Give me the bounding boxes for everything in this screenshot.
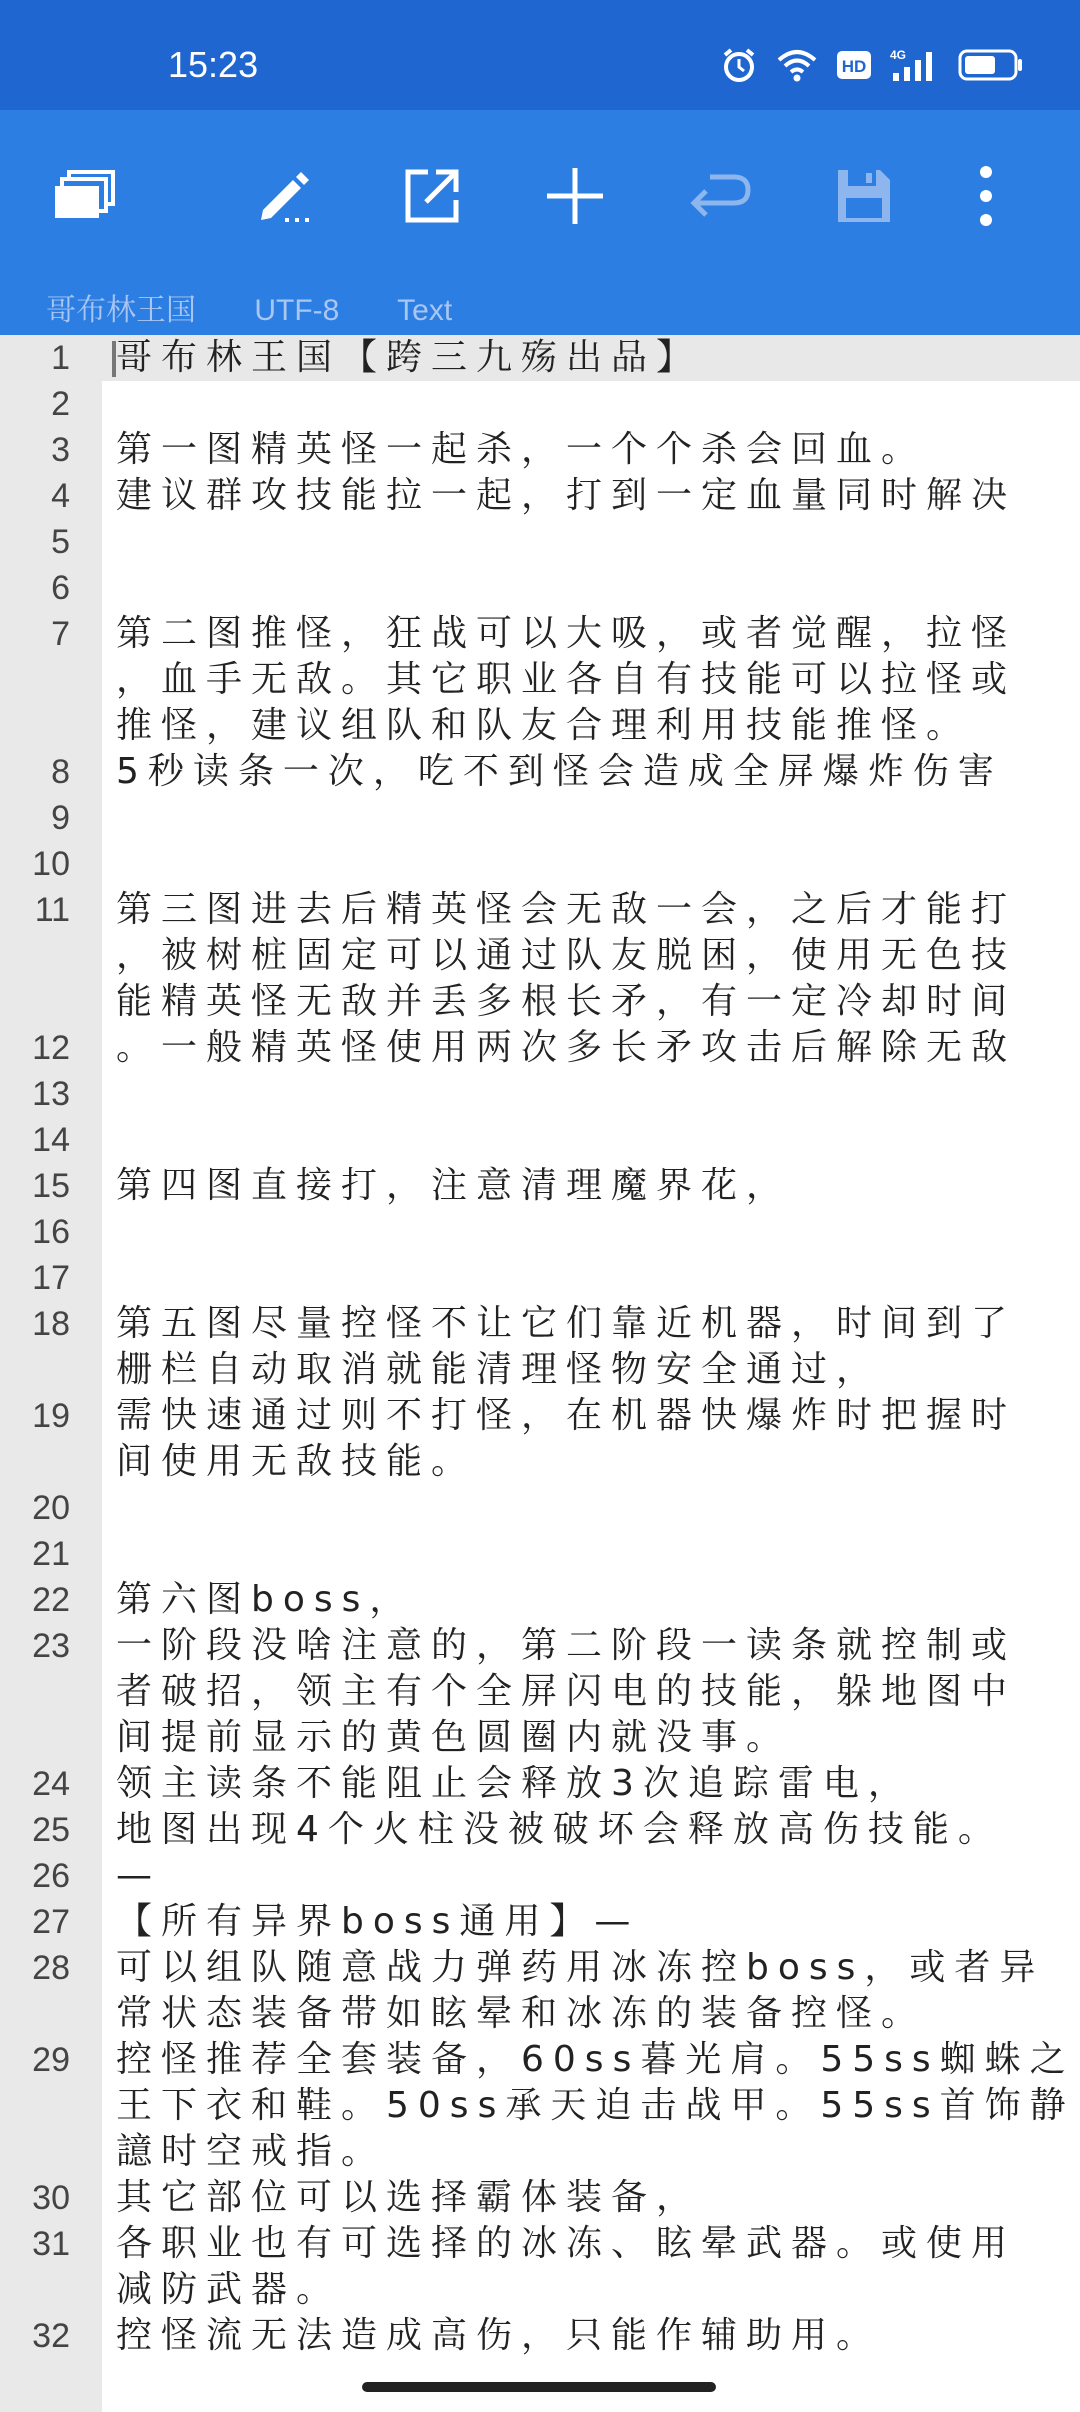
line-number: 18	[32, 1305, 70, 1343]
line-number: 31	[32, 2225, 70, 2263]
line-number: 17	[32, 1259, 70, 1297]
text-line[interactable]: 领主读条不能阻止会释放3次追踪雷电，	[116, 1763, 913, 1804]
line-number: 21	[32, 1535, 70, 1573]
text-line[interactable]: 第六图boss，	[116, 1579, 415, 1620]
text-editor[interactable]	[0, 335, 1080, 2412]
line-number: 10	[32, 845, 70, 883]
home-indicator[interactable]	[362, 2382, 716, 2392]
line-number: 28	[32, 1949, 70, 1987]
text-line[interactable]: 5秒读条一次，吃不到怪会造成全屏爆炸伤害	[116, 751, 1003, 792]
line-number: 27	[32, 1903, 70, 1941]
save-icon	[836, 168, 892, 224]
line-number: 20	[32, 1489, 70, 1527]
more-icon	[976, 164, 996, 228]
tabs-button[interactable]	[34, 146, 134, 246]
text-line[interactable]: ，血手无敌。其它职业各自有技能可以拉怪或	[116, 659, 1017, 700]
text-line[interactable]: 能精英怪无敌并丢多根长矛，有一定冷却时间	[116, 981, 1017, 1022]
undo-button[interactable]	[670, 146, 770, 246]
text-line[interactable]: 者破招，领主有个全屏闪电的技能，躲地图中	[116, 1671, 1017, 1712]
line-number: 4	[51, 477, 70, 515]
text-line[interactable]: 栅栏自动取消就能清理怪物安全通过，	[116, 1349, 882, 1390]
add-button[interactable]	[525, 146, 625, 246]
line-number: 32	[32, 2317, 70, 2355]
text-line[interactable]: 间使用无敌技能。	[116, 1441, 477, 1482]
file-info-bar	[46, 285, 502, 329]
status-bar	[0, 0, 1080, 110]
add-icon	[545, 166, 605, 226]
text-line[interactable]: 第五图尽量控怪不让它们靠近机器，时间到了	[116, 1303, 1017, 1344]
status-time: 15:23	[168, 44, 259, 85]
file-name: 哥布林王国	[46, 294, 196, 327]
line-number: 2	[51, 385, 70, 423]
svg-text:HD: HD	[841, 57, 867, 76]
status-icons	[720, 46, 1024, 84]
text-line[interactable]: 控怪推荐全套装备，60ss暮光肩。55ss蜘蛛之	[116, 2039, 1075, 2080]
text-line[interactable]: 减防武器。	[116, 2269, 342, 2310]
line-number: 12	[32, 1029, 70, 1067]
line-number: 15	[32, 1167, 70, 1205]
line-number: 16	[32, 1213, 70, 1251]
line-number: 3	[51, 431, 70, 469]
line-number: 26	[32, 1857, 70, 1895]
line-number: 19	[32, 1397, 70, 1435]
undo-icon	[688, 173, 752, 219]
battery-icon	[958, 49, 1024, 81]
line-number: 25	[32, 1811, 70, 1849]
line-number: 22	[32, 1581, 70, 1619]
text-line[interactable]: 第三图进去后精英怪会无敌一会，之后才能打	[116, 889, 1017, 930]
line-number: 8	[51, 753, 70, 791]
text-line[interactable]: 常状态装备带如眩晕和冰冻的装备控怪。	[116, 1993, 927, 2034]
save-button[interactable]	[814, 146, 914, 246]
line-number: 9	[51, 799, 70, 837]
share-icon	[402, 166, 462, 226]
text-line[interactable]: 控怪流无法造成高伤，只能作辅助用。	[116, 2315, 882, 2356]
text-line[interactable]: 地图出现4个火柱没被破坏会释放高伤技能。	[116, 1809, 1003, 1850]
text-line[interactable]: 推怪，建议组队和队友合理利用技能推怪。	[116, 705, 972, 746]
text-line[interactable]: 建议群攻技能拉一起，打到一定血量同时解决	[116, 475, 1017, 516]
text-line[interactable]: 第二图推怪，狂战可以大吸，或者觉醒，拉怪	[116, 613, 1017, 654]
signal-4g-icon	[890, 47, 940, 83]
text-line[interactable]: 需快速通过则不打怪，在机器快爆炸时把握时	[116, 1395, 1017, 1436]
hd-icon	[836, 50, 872, 80]
edit-icon	[255, 166, 317, 226]
file-mode: Text	[397, 294, 453, 327]
edit-button[interactable]	[236, 146, 336, 246]
text-line[interactable]: 间提前显示的黄色圆圈内就没事。	[116, 1717, 792, 1758]
line-number: 1	[51, 339, 70, 377]
tabs-icon	[53, 170, 115, 222]
text-line[interactable]: 哥布林王国【跨三九殇出品】	[116, 337, 702, 378]
text-line[interactable]: 。一般精英怪使用两次多长矛攻击后解除无敌	[116, 1027, 1017, 1068]
line-number: 6	[51, 569, 70, 607]
text-line[interactable]: —	[116, 1855, 161, 1896]
file-encoding: UTF-8	[254, 294, 340, 327]
svg-text:4G: 4G	[890, 48, 907, 62]
line-number: 23	[32, 1627, 70, 1665]
text-line[interactable]: ，被树桩固定可以通过队友脱困，使用无色技	[116, 935, 1017, 976]
share-button[interactable]	[382, 146, 482, 246]
line-number: 5	[51, 523, 70, 561]
text-line[interactable]: 一阶段没啥注意的，第二阶段一读条就控制或	[116, 1625, 1017, 1666]
text-line[interactable]: 譩时空戒指。	[116, 2131, 387, 2172]
line-number: 14	[32, 1121, 70, 1159]
text-line[interactable]: 第一图精英怪一起杀，一个个杀会回血。	[116, 429, 927, 470]
text-line[interactable]: 【所有异界boss通用】—	[116, 1901, 640, 1942]
alarm-icon	[720, 46, 758, 84]
line-number: 29	[32, 2041, 70, 2079]
line-number: 7	[51, 615, 70, 653]
line-number: 11	[34, 891, 70, 929]
text-line[interactable]: 可以组队随意战力弹药用冰冻控boss，或者异	[116, 1947, 1045, 1988]
text-line[interactable]: 第四图直接打，注意清理魔界花，	[116, 1165, 792, 1206]
line-number: 13	[32, 1075, 70, 1113]
wifi-icon	[776, 47, 818, 83]
text-line[interactable]: 其它部位可以选择霸体装备，	[116, 2177, 702, 2218]
text-line[interactable]: 王下衣和鞋。50ss承天迫击战甲。55ss首饰静	[116, 2085, 1075, 2126]
more-button[interactable]	[936, 146, 1036, 246]
text-line[interactable]: 各职业也有可选择的冰冻、眩晕武器。或使用	[116, 2223, 1017, 2264]
line-number: 30	[32, 2179, 70, 2217]
line-number: 24	[32, 1765, 70, 1803]
